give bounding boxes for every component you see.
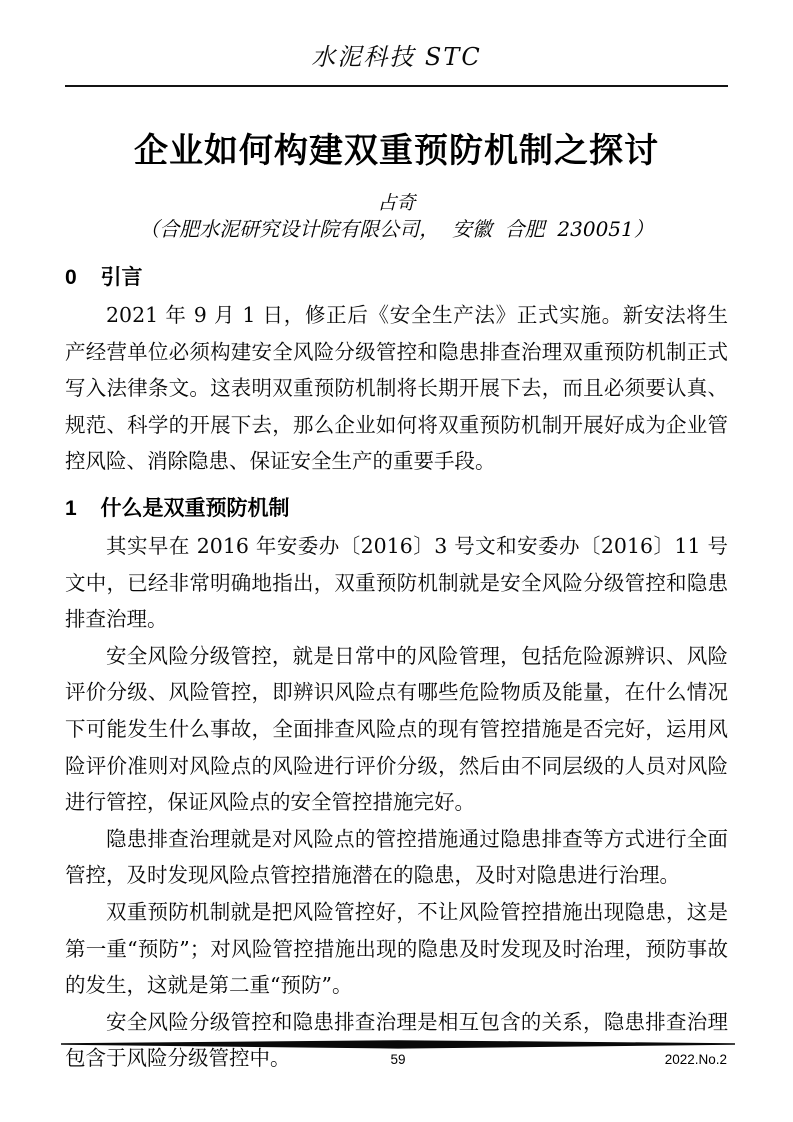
article-title: 企业如何构建双重预防机制之探讨: [134, 132, 659, 170]
paragraph-s1-3: 隐患排查治理就是对风险点的管控措施通过隐患排查等方式进行全面管控，及时发现风险点管控措施潜在的隐患，及时对隐患进行治理。: [65, 826, 728, 888]
section-number: 0: [65, 266, 77, 289]
section-heading-intro: [65, 263, 728, 293]
paragraph-s1-1: 其实早在 2016 年安委办〔2016〕3 号文和安委办〔2016〕11 号文中，已经非常明确地指出，双重预防机制就是安全风险分级管控和隐患排查治理。: [65, 533, 728, 632]
issue-label: 2022.No.2: [664, 1052, 727, 1067]
section-title: 什么是双重预防机制: [100, 496, 290, 520]
footer-rule: [61, 1040, 735, 1050]
section-title: 引言: [100, 266, 143, 289]
journal-title: 水泥科技 STC: [311, 43, 482, 71]
section-number: 1: [65, 496, 77, 520]
paragraph-intro-1: 2021 年 9 月 1 日，修正后《安全生产法》正式实施。新安法将生产经营单位必须构建安全风险分级管控和隐患排查治理双重预防机制正式写入法律条文。这表明双重预防机制将长期开展下去，而且必须要认真、规范、科学的开展下去，那么企业如何将双重预防机制开展好成为企业管控风险、消除隐患、保证安全生产的重要手段。: [65, 303, 728, 474]
page-number: 59: [390, 1052, 406, 1067]
section-heading-1: [65, 494, 728, 524]
article-affiliation: （合肥水泥研究设计院有限公司， 安徽 合肥 230051）: [139, 217, 654, 241]
page-footer: [61, 1040, 735, 1072]
paragraph-s1-2: 安全风险分级管控，就是日常中的风险管理，包括危险源辨识、风险评价分级、风险管控，即辨识风险点有哪些危险物质及能量，在什么情况下可能发生什么事故，全面排查风险点的现有管控措施是否完好，运用风险评价准则对风险点的风险进行评价分级，然后由不同层级的人员对风险进行管控，保证风险点的安全管控措施完好。: [65, 643, 728, 815]
header-rule: [65, 85, 728, 87]
paragraph-s1-5: 安全风险分级管控和隐患排查治理是相互包含的关系，隐患排查治理包含于风险分级管控中。: [65, 1009, 728, 1071]
article-author: 占奇: [377, 192, 416, 214]
footer-row: [61, 1052, 735, 1072]
paragraph-s1-4: 双重预防机制就是把风险管控好，不让风险管控措施出现隐患，这是第一重“预防”；对风险管控措施出现的隐患及时发现及时治理，预防事故的发生，这就是第二重“预防”。: [65, 899, 728, 998]
